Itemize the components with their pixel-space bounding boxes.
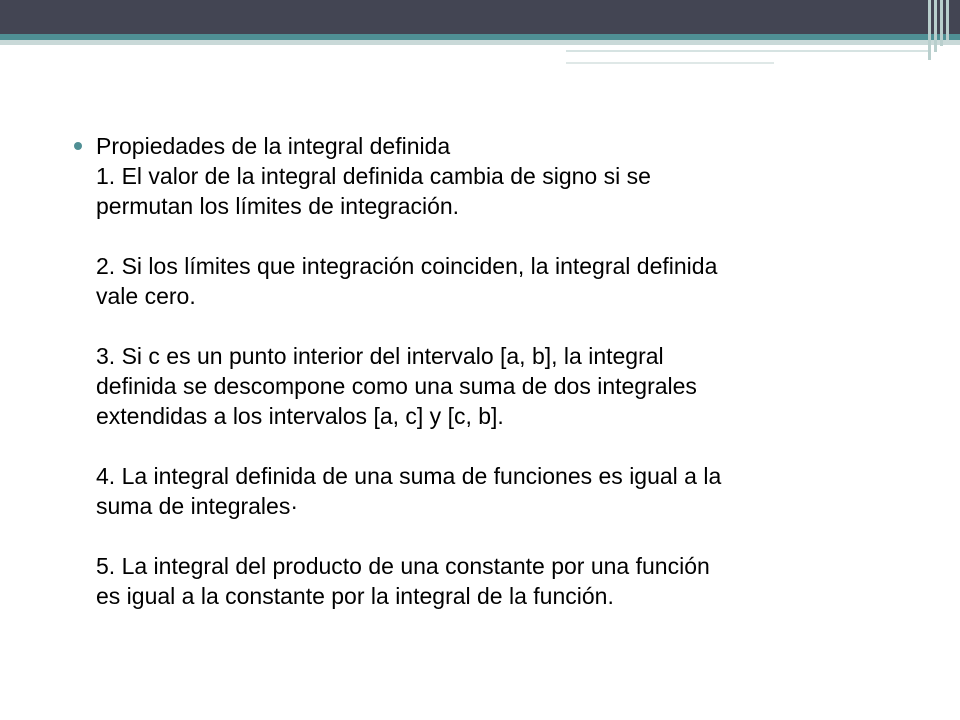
spacer	[96, 431, 834, 461]
bullet-item	[74, 131, 834, 611]
decorative-rule	[888, 50, 928, 52]
property-5-line-2: es igual a la constante por la integral de la función.	[96, 583, 614, 609]
light-stripe	[0, 40, 960, 45]
slide-body	[74, 131, 834, 611]
property-4-line-1: 4. La integral definida de una suma de funciones es igual a la	[96, 463, 722, 489]
slide-heading: Propiedades de la integral definida	[96, 133, 451, 159]
property-4-line-2: suma de integrales·	[96, 493, 298, 519]
property-2-line-2: vale cero.	[96, 283, 196, 309]
top-bar	[0, 0, 960, 34]
spacer	[96, 521, 834, 551]
corner-decoration	[926, 0, 960, 60]
property-1-line-2: permutan los límites de integración.	[96, 193, 460, 219]
property-3-line-1: 3. Si c es un punto interior del intervalo [a, b], la integral	[96, 343, 664, 369]
property-1-line-1: 1. El valor de la integral definida cambia de signo si se	[96, 163, 651, 189]
property-3-line-3: extendidas a los intervalos [a, c] y [c, b].	[96, 403, 504, 429]
spacer	[96, 311, 834, 341]
bullet-dot-icon	[74, 142, 82, 150]
decorative-rule	[566, 50, 888, 52]
property-3-line-2: definida se descompone como una suma de dos integrales	[96, 373, 697, 399]
decorative-rule	[566, 62, 774, 64]
spacer	[96, 221, 834, 251]
property-5-line-1: 5. La integral del producto de una constante por una función	[96, 553, 710, 579]
property-2-line-1: 2. Si los límites que integración coinciden, la integral definida	[96, 253, 718, 279]
